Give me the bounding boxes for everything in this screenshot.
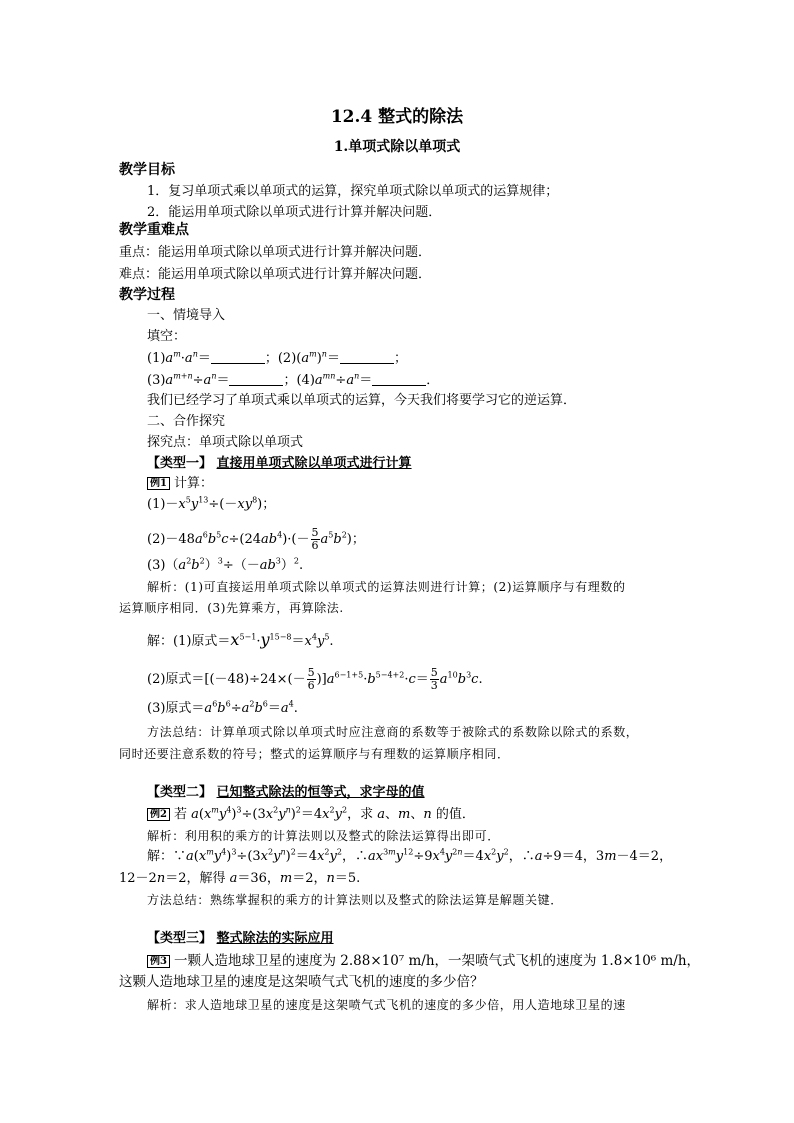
difficult-point: 难点：能运用单项式除以单项式进行计算并解决问题．: [119, 267, 432, 282]
type-2-title: 已知整式除法的恒等式，求字母的值: [216, 785, 425, 800]
example-2-summary: 方法总结：熟练掌握积的乘方的计算法则以及整式的除法运算是解题关键．: [147, 893, 563, 907]
explore-point: 探究点：单项式除以单项式: [147, 435, 304, 450]
type-1-tag: 【类型一】: [147, 456, 213, 471]
page-title: 12.4 整式的除法: [330, 107, 464, 127]
example-1-part-2: $(2)-48a^6b^5c\div(24ab^4)\cdot(-$ $\frac{5}{6}$ $a^5b^2$)；: [147, 526, 365, 552]
example-1-part-1: $(1)-x^5y^{13}\div(-xy^8)$；: [147, 495, 276, 512]
goal-2: 2．能运用单项式除以单项式进行计算并解决问题．: [147, 205, 442, 220]
example-3-badge: 例3: [147, 955, 170, 968]
example-2-analysis: 解析：利用积的乘方的计算法则以及整式的除法运算得出即可．: [147, 829, 500, 843]
type-3-heading: [147, 930, 334, 948]
type-1-heading: [147, 455, 412, 473]
fraction-5-6: $\frac{5}{6}$: [311, 526, 319, 552]
fill-label: 填空：: [147, 329, 187, 344]
section-1-title: 一、情境导入: [147, 308, 226, 323]
fraction-5-3: $\frac{5}{3}$: [430, 666, 438, 692]
example-1-summary-2: 同时还要注意系数的符号；整式的运算顺序与有理数的运算顺序相同．: [119, 747, 510, 761]
example-1-solution-1: 解：(1)原式$=x^{5-1}\cdot y^{15-8}=x^4y^5$.: [147, 630, 334, 649]
goal-1: 1．复习单项式乘以单项式的运算，探究单项式除以单项式的运算规律；: [147, 184, 559, 199]
section-subtitle: 1.单项式除以单项式: [333, 139, 461, 155]
type-2-tag: 【类型二】: [147, 785, 213, 800]
example-1-analysis-2: 运算顺序相同．(3)先算乘方，再算除法.: [119, 601, 344, 615]
example-3-text-1: 一颗人造地球卫星的速度为 2.88×10⁷ m/h，一架喷气式飞机的速度为 1.8×10⁶ m/h，: [173, 953, 701, 969]
heading-key-points: 教学重难点: [119, 222, 189, 238]
example-1-solution-3: (3)原式$=a^6b^6\div a^2b^6=a^4$.: [147, 699, 298, 716]
example-1-analysis-1: 解析：(1)可直接运用单项式除以单项式的运算法则进行计算；(2)运算顺序与有理数的: [147, 580, 626, 594]
example-1-text: 计算：: [173, 476, 213, 491]
heading-process: 教学过程: [119, 287, 175, 303]
fraction-5-6-b: $\frac{5}{6}$: [307, 666, 315, 692]
example-1-summary-1: 方法总结：计算单项式除以单项式时应注意商的系数等于被除式的系数除以除式的系数，: [147, 725, 639, 739]
heading-goals: 教学目标: [119, 162, 175, 178]
section-2-title: 二、合作探究: [147, 414, 226, 429]
example-2-badge: 例2: [147, 808, 170, 821]
intro-text: 我们已经学习了单项式乘以单项式的运算，今天我们将要学习它的逆运算．: [147, 393, 577, 408]
example-1-solution-2: (2)原式＝[(－48)÷24×(－ $\frac{5}{6}$ )]$a^{6-1+5}\cdot b^{5-4+2}\cdot c=$ $\frac{5}{3}$ $a^{10}b^3c$.: [147, 666, 483, 692]
type-1-title: 直接用单项式除以单项式进行计算: [216, 456, 412, 471]
example-3-question-1: [147, 952, 700, 970]
example-2-solution-2: 12－2n＝2，解得 a＝36，m＝2，n＝5.: [119, 871, 361, 886]
example-3-analysis: 解析：求人造地球卫星的速度是这架喷气式飞机的速度的多少倍，用人造地球卫星的速: [147, 998, 626, 1012]
type-3-title: 整式除法的实际应用: [216, 931, 334, 946]
fill-question-row-1: $(1)a^m\cdot a^n=$ ；$(2)(a^m)^n=$ ；: [147, 349, 407, 366]
example-1-line: [147, 475, 213, 493]
example-1-part-3: $(3)(a^2b^2)^3\div(-ab^3)^2$.: [147, 556, 304, 573]
example-1-badge: 例1: [147, 477, 170, 490]
example-3-question-2: 这颗人造地球卫星的速度是这架喷气式飞机的速度的多少倍？: [119, 974, 484, 990]
fill-question-row-2: $(3)a^{m+n}\div a^n=$ ；$(4)a^{mn}\div a^n=$ ．: [147, 371, 440, 388]
example-2-solution-1: 解：$\because a(x^my^4)^3\div(3x^2y^n)^2=4x^2y^2$，$\therefore ax^{3m}y^{12}\div 9x^4y^{2n}=4x^2y^2$，∴a÷9＝4，3m－4＝2，: [147, 847, 673, 864]
example-2-question: 例2 若 $a(x^my^4)^3\div(3x^2y^n)^2=4x^2y^2$，求 a、m、n 的值．: [147, 806, 475, 824]
key-point: 重点：能运用单项式除以单项式进行计算并解决问题．: [119, 245, 432, 260]
type-3-tag: 【类型三】: [147, 931, 213, 946]
type-2-heading: [147, 784, 425, 802]
